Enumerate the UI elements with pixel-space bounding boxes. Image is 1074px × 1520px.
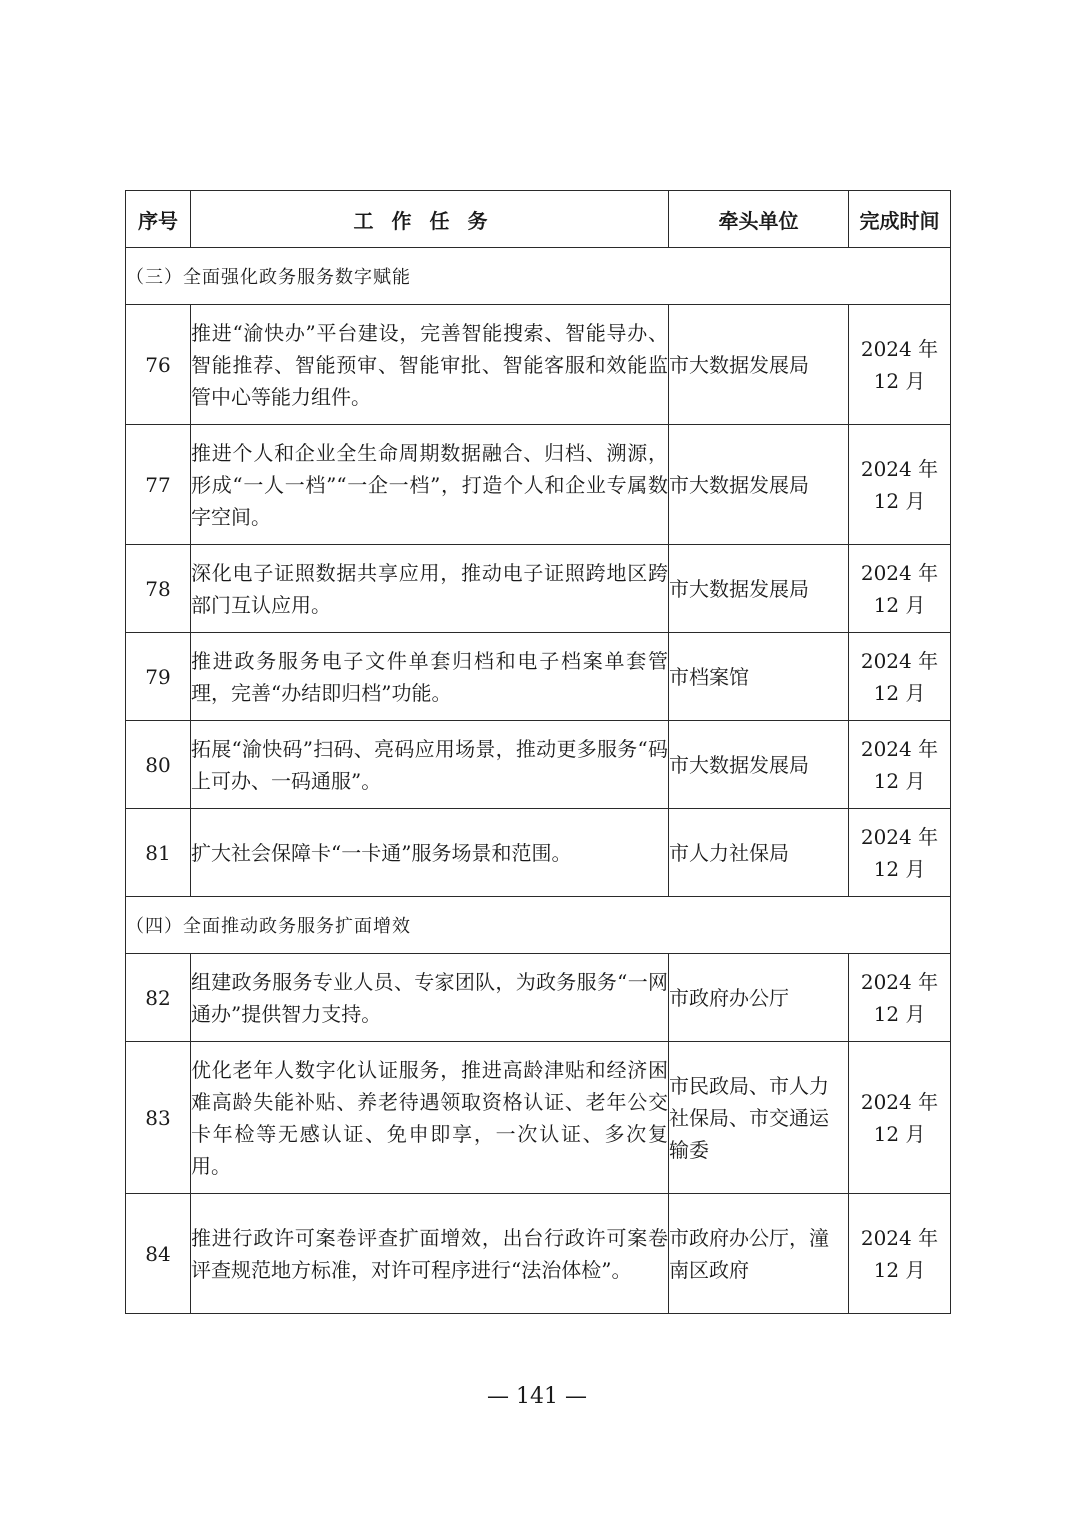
header-lead: 牵头单位 [669, 191, 849, 248]
lead-unit: 市民政局、市人力社保局、市交通运输委 [669, 1042, 849, 1194]
table-row [126, 809, 951, 897]
header-index: 序号 [126, 191, 191, 248]
due-date [849, 954, 951, 1042]
task-description: 优化老年人数字化认证服务，推进高龄津贴和经济困难高龄失能补贴、养老待遇领取资格认证、老年公交卡年检等无感认证、免申即享，一次认证、多次复用。 [191, 1042, 669, 1194]
row-number: 83 [126, 1042, 191, 1194]
lead-unit: 市大数据发展局 [669, 545, 849, 633]
due-date [849, 1194, 951, 1314]
page-number: — 141 — [487, 1384, 587, 1409]
row-number: 84 [126, 1194, 191, 1314]
section-title: （三）全面强化政务服务数字赋能 [126, 248, 951, 305]
row-number: 79 [126, 633, 191, 721]
row-number: 80 [126, 721, 191, 809]
row-number: 81 [126, 809, 191, 897]
header-due: 完成时间 [849, 191, 951, 248]
row-number: 82 [126, 954, 191, 1042]
due-date [849, 305, 951, 425]
due-year: 2024 年 [860, 456, 939, 481]
lead-unit: 市人力社保局 [669, 809, 849, 897]
due-year: 2024 年 [860, 969, 939, 994]
due-date [849, 809, 951, 897]
table-row [126, 305, 951, 425]
due-month: 12 月 [873, 1001, 926, 1026]
lead-unit: 市档案馆 [669, 633, 849, 721]
lead-unit: 市政府办公厅 [669, 954, 849, 1042]
lead-unit: 市大数据发展局 [669, 305, 849, 425]
table-row [126, 721, 951, 809]
row-number: 78 [126, 545, 191, 633]
due-year: 2024 年 [860, 648, 939, 673]
table-header-row [126, 191, 951, 248]
due-month: 12 月 [873, 680, 926, 705]
due-date [849, 425, 951, 545]
due-date [849, 633, 951, 721]
due-month: 12 月 [873, 368, 926, 393]
section-row [126, 897, 951, 954]
due-year: 2024 年 [860, 736, 939, 761]
task-description: 推进行政许可案卷评查扩面增效，出台行政许可案卷评查规范地方标准，对许可程序进行“法治体检”。 [191, 1194, 669, 1314]
task-description: 组建政务服务专业人员、专家团队，为政务服务“一网通办”提供智力支持。 [191, 954, 669, 1042]
due-year: 2024 年 [860, 824, 939, 849]
due-date [849, 545, 951, 633]
task-description: 推进政务服务电子文件单套归档和电子档案单套管理，完善“办结即归档”功能。 [191, 633, 669, 721]
lead-unit: 市大数据发展局 [669, 425, 849, 545]
due-year: 2024 年 [860, 1089, 939, 1114]
task-description: 推进个人和企业全生命周期数据融合、归档、溯源，形成“一人一档”“一企一档”，打造个人和企业专属数字空间。 [191, 425, 669, 545]
due-date [849, 1042, 951, 1194]
lead-unit: 市政府办公厅，潼南区政府 [669, 1194, 849, 1314]
table-row [126, 633, 951, 721]
section-title: （四）全面推动政务服务扩面增效 [126, 897, 951, 954]
due-year: 2024 年 [860, 560, 939, 585]
task-description: 深化电子证照数据共享应用，推动电子证照跨地区跨部门互认应用。 [191, 545, 669, 633]
due-month: 12 月 [873, 488, 926, 513]
table-row [126, 425, 951, 545]
table-row [126, 954, 951, 1042]
due-month: 12 月 [873, 856, 926, 881]
due-year: 2024 年 [860, 1225, 939, 1250]
due-year: 2024 年 [860, 336, 939, 361]
due-date [849, 721, 951, 809]
due-month: 12 月 [873, 1121, 926, 1146]
row-number: 77 [126, 425, 191, 545]
section-row [126, 248, 951, 305]
header-task: 工作任务 [191, 191, 669, 248]
lead-unit: 市大数据发展局 [669, 721, 849, 809]
task-table [125, 190, 951, 1314]
table-body [126, 248, 951, 1314]
table-row [126, 1194, 951, 1314]
task-description: 扩大社会保障卡“一卡通”服务场景和范围。 [191, 809, 669, 897]
task-description: 推进“渝快办”平台建设，完善智能搜索、智能导办、智能推荐、智能预审、智能审批、智能客服和效能监管中心等能力组件。 [191, 305, 669, 425]
due-month: 12 月 [873, 1257, 926, 1282]
task-description: 拓展“渝快码”扫码、亮码应用场景，推动更多服务“码上可办、一码通服”。 [191, 721, 669, 809]
due-month: 12 月 [873, 768, 926, 793]
table-row [126, 1042, 951, 1194]
due-month: 12 月 [873, 592, 926, 617]
table-row [126, 545, 951, 633]
row-number: 76 [126, 305, 191, 425]
